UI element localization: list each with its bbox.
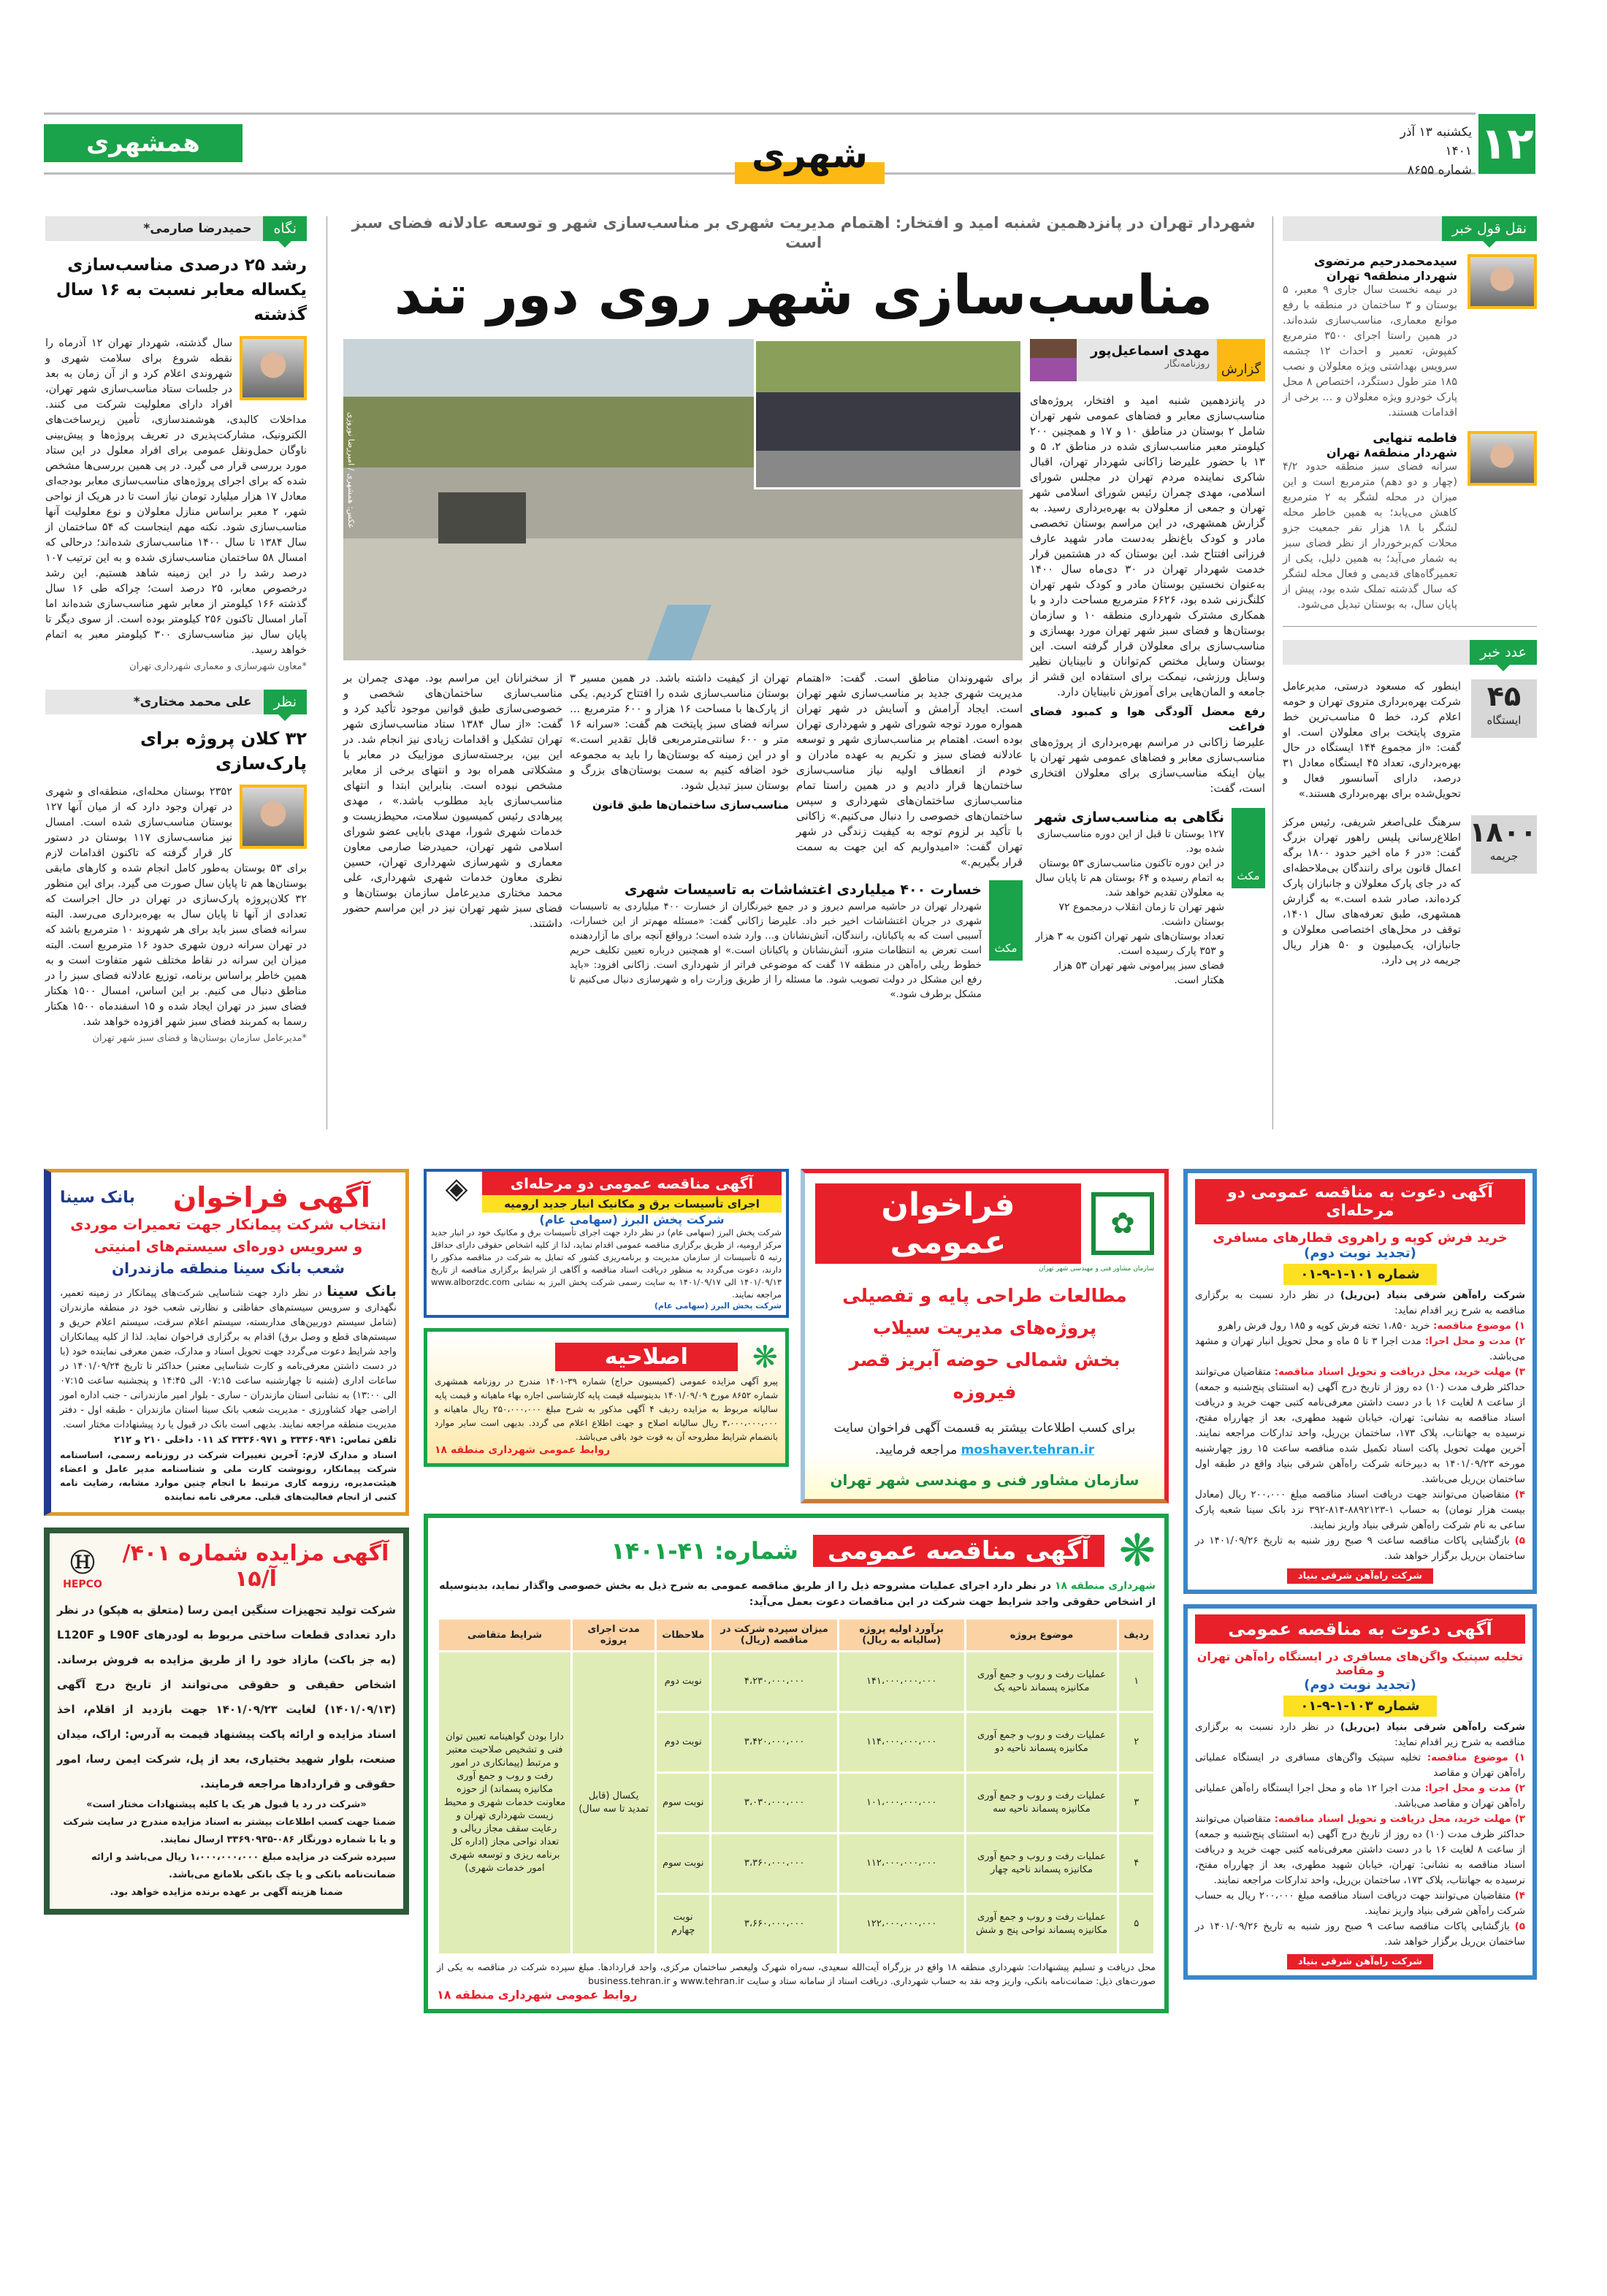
opinion-article <box>45 336 307 672</box>
avatar <box>1467 431 1537 486</box>
ad-cost: ضمنا هزینه آگهی بر عهده برنده مزایده خواهد بود. <box>110 1887 343 1898</box>
ad-item-value: مدت اجرا ۳ تا ۵ ماه و محل تحویل انبار تهران و مشهد می‌باشد. <box>1195 1335 1525 1362</box>
hepco-auction-ad <box>44 1528 409 1915</box>
sidebar-box <box>1030 808 1265 988</box>
number-value: ۴۵ <box>1486 680 1522 712</box>
ad-headline: پروژه‌های مدیریت سیلاب <box>872 1317 1097 1338</box>
ad-item-value: متقاضیان می‌توانند جهت دریافت اسناد مناقصه مبلغ ۲۰۰،۰۰۰ ریال به حساب شرکت راه‌آهن شرقی بنیاد واریز نمایند. <box>1195 1890 1525 1917</box>
table-cell: عملیات رفت و روب و جمع آوری مکانیزه پسماند ناحیه سه <box>966 1774 1118 1832</box>
ad-docs: اسناد و مدارک لازم: آخرین تغییرات شرکت در روزنامه رسمی، اساسنامه شرکت پیمانکار، رونوشت کارت ملی و شناسنامه مدیر عامل و اعضاء هیئت‌مدیره، رزومه کاری مرتبط با انجام چنین موارد مشابه، رضایت نامه کتبی از انجام فعالیت‌های قبلی. معرفی نامه نماینده <box>60 1449 397 1502</box>
article-text: در پانزدهمین شنبه امید و افتخار، پروژه‌های مناسب‌سازی معابر و فضاهای عمومی شهر تهران شامل ۲ بوستان در مناطق ۱۰ و ۱۷ و همچنین ۲۰۰ کیلومتر معبر مناسب‌سازی شده در مناطق ۲، ۵ و ۱۳ با حضور علیرضا زاکانی شهردار تهران، اقبال شاکری نماینده مردم تهران در مجلس شورای اسلامی، مهدی چمران رئیس شورای اسلامی شهر تهران و جمعی از معلولان به بهره‌برداری رسید. به گزارش همشهری، در این مراسم بوستان تخصصی مادر و کودک باغ‌نظر به‌دست مادر شهید عارف فرزانی افتتاح شد. این بوستان که در هشتمین قرار خدمت شهردار تهران در ۳۰ دی‌ماه سال ۱۴۰۰ به‌عنوان نخستین بوستان مادر و کودک شهر تهران کلنگ‌زنی شده بود، ۶۶۲۶ مترمربع مساحت دارد و با همکاری مشترک شهرداری منطقه ۱۰ و سازمان بوستان‌ها و فضای سبز شهر تهران مورد بهسازی و مناسب‌سازی برای معلولان قرار گرفته است. این بوستان وسایل مختص کم‌توانان و نابینایان نظیر وسایل ورزشی، نیمکت برای استفاده این قشر از جامعه و المان‌هایی برای آموزش نابینایان دارد. <box>1030 394 1265 698</box>
avatar <box>240 336 307 400</box>
ad-item-value: بازگشایی پاکات مناقصه ساعت ۹ صبح روز شنبه به تاریخ ۱۴۰۱/۰۹/۲۶ در ساختمان بن‌ریل برگزار خواهد شد. <box>1195 1921 1525 1948</box>
district18-tender-ad <box>424 1514 1169 2013</box>
ad-title: آگهی دعوت به مناقصه عمومی <box>1195 1614 1525 1644</box>
ad-item-key: ۴) <box>1514 1489 1525 1500</box>
opinion-text: سال گذشته، شهردار تهران ۱۲ آذرماه را نقطه شروع برای سلامت شهری و شهروندی اعلام کرد و از آن زمان به بعد در جلسات ستاد مناسب‌سازی شهر تهران، افراد دارای معلولیت شرکت می کنند. مداخلات کالبدی، هوشمندسازی، تأمین زیرساخت‌های الکترونیک، مشارکت‌پذیری در تعریف پروژه‌ها و پیش‌بینی ناوگان حمل‌ونقل عمومی برای افراد معلول در این ستاد مورد بررسی قرار می گیرد. در پی همین بررسی‌ها مشخص شده که برای اجرای پروژه‌های مناسب‌سازی معابر بودجه‌ای معادل ۱۷ هزار میلیارد تومان نیاز است تا در هریک از نواحی شهر، ۲ معبر براساس منازل معلولان و نوع معلولیت آنها مناسب‌سازی شود. نکته مهم اینجاست که ۵۴ ساختمان از سال ۱۳۸۴ تا سال ۱۴۰۰ مناسب‌سازی شده‌اند؛ درحالی که امسال ۵۸ ساختمان مناسب‌سازی شده و به این ترتیب ۱۰۷ درصد رشد را در این زمینه شاهد هستیم. این رشد درخصوص معابر، ۲۵ درصد است؛ چراکه طی ۱۶ سال گذشته ۱۶۶ کیلومتر از معابر شهر مناسب‌سازی شده‌اند اما آمار امسال تاکنون ۲۵۶ کیلومتر بوده است. از سوی دیگر تا پایان سال نیز مناسب‌سازی ۳۰۰ کیلومتر معبر به اتمام خواهد رسید. <box>45 337 308 656</box>
report-role: روزنامه‌نگار <box>1164 359 1210 370</box>
ad-info: برای کسب اطلاعات بیشتر به قسمت آگهی فراخوان سایت <box>833 1421 1136 1435</box>
alborz-tender-ad <box>424 1169 789 1318</box>
tehran-municipality-logo-icon: ❋ <box>752 1339 778 1375</box>
rail-tender-ad-2 <box>1183 1604 1537 1980</box>
ad-item-key: ۳) مهلت خرید، محل دریافت و تحویل اسناد مناقصه: <box>1274 1813 1525 1825</box>
ad-title: اصلاحیه <box>555 1343 738 1371</box>
sidebar-line: شهردار تهران در حاشیه مراسم دیروز و در جمع خبرنگاران از خسارت ۴۰۰ میلیاردی به تاسیسات شهری در جریان اغتشاشات اخیر خبر داد. علیرضا زاکانی گفت: «مسئله مهم‌تر از این خسارات، آسیبی است که به پاکبانان، رانندگان، آتش‌نشانان و... وارد شده است؛ درواقع آنچه برای ما آزاردهنده است تعرض به انتظامات مترو، آتش‌نشانان و پاکبانان است.» او همچنین درباره تعیین تکلیف حریم خطوط ریلی راه‌آهن در منطقه ۱۷ گفت که موضوعی فراتر از شهرداری است. زاکانی افزود: «باید رفع این مشکل در دولت تصویب شود. ما مسئله را از طریق وزارت راه و شهرسازی دنبال می‌کنیم تا مشکل برطرف شود.» <box>570 901 982 1000</box>
column-header: ردیف <box>1119 1620 1153 1650</box>
table-cell: ۳،۳۶۰،۰۰۰،۰۰۰ <box>711 1834 836 1893</box>
sidebar-line: تعداد بوستان‌های شهر تهران اکنون به ۳ هزار و ۳۵۳ پارک رسیده است. <box>1035 931 1224 957</box>
quote-text: در نیمه نخست سال جاری ۹ معبر، ۵ بوستان و ۳ ساختمان در منطقه با رفع موانع معماری، مناسب‌سازی شده‌اند. در همین راستا اجرای ۳۵۰۰ مترمربع کفپوش، تعمیر و احداث ۱۲ چشمه سرویس بهداشتی ویژه معلولان و نصب ۱۸۵ متر طول دستگرد، اختصاص ۸ محل پارک خودرو ویژه معلولان و ... برخی از اقدامات هستند. <box>1283 284 1458 419</box>
opinion-title: ۳۲ کلان پروژه برای پارک‌سازی <box>140 728 307 774</box>
report-column-4: از سخنرانان این مراسم بود. مهدی چمران بر مناسب‌سازی ساختمان‌های شخصی و خصوصی‌سازی طبق قوانین موجود تأکید کرد و گفت: «از سال ۱۳۸۴ ستاد مناسب‌سازی شهر تهران تشکیل و اقدامات زیادی نیز انجام شد. در این بین، برجسته‌سازی موزاییک در معابر با مشکلاتی همراه بود و انتهای برخی از معابر مشخص نبوده است. بنابراین ابتدا و انتهای مناسب‌سازی باید مطلوب باشد.» ، مهدی پیرهادی رئیس کمیسیون سلامت، محیط‌زیست و خدمات شهری شورا، مهدی بابایی عضو شورای اسلامی شهر تهران، حمیدرضا صارمی معاون معماری و شهرسازی شهرداری تهران، حسین نظری معاون خدمات شهری شهرداری، علی محمد مختاری مدیرعامل سازمان بوستان‌ها و فضای سبز شهر تهران نیز در این مراسم حضور داشتند. <box>343 671 562 930</box>
ad-text: پیرو آگهی مزایده عمومی (کمیسیون حراج) شماره ۳۹-۱۴۰۱ مندرج در روزنامه همشهری شماره ۸۶۵۲ مورخ ۱۴۰۱/۰۹/۰۹ بدینوسیله قیمت پایه کارشناسی اجاره بهاء ماهیانه و قیمت پایه سالیانه مربوط به مزایده ردیف ۴ آگهی مذکور به شرح مبلغ ۲۵۰،۰۰۰،۰۰۰ ریال ماهیانه و ۳،۰۰۰،۰۰۰،۰۰۰ ریال سالیانه اصلاح و جهت اطلاع اعلام می گردد. بدیهی است سایر موارد بانضمام شرایط مطروحه آن به قوت خود باقی می‌باشد. <box>435 1376 779 1442</box>
article-subheading: رفع معضل آلودگی هوا و کمبود فضای فراغت <box>1030 705 1265 733</box>
opinion-footnote: *معاون شهرسازی و معماری شهرداری تهران <box>129 661 307 672</box>
ad-subject: تخلیه سپتیک واگن‌های مسافری در ایستگاه راه‌آهن تهران و مقاصد <box>1196 1649 1524 1677</box>
ad-subtitle: و سرویس دوره‌ای سیستم‌های امنیتی <box>93 1237 363 1255</box>
table-cell: نوبت سوم <box>657 1774 709 1832</box>
moshaver-link[interactable]: moshaver.tehran.ir <box>961 1443 1095 1457</box>
opinion-footnote: *مدیرعامل سازمان بوستان‌ها و فضای سبز شهر تهران <box>92 1033 307 1044</box>
ad-item-key: ۱) موضوع مناقصه: <box>1432 1320 1525 1332</box>
avatar <box>1467 254 1537 309</box>
ad-number: شماره ۱۰۱-۱-۹-۰۱ <box>1283 1264 1437 1285</box>
table-cell: دارا بودن گواهینامه تعیین توان فنی و تشخیص صلاحیت معتبر و مرتبط (پیمانکاری در امور رفت و روب و جمع آوری مکانیزه پسماند) از حوزه معاونت خدمات شهری و محیط زیست شهرداری تهران و رعایت سقف مجاز ریالی و تعداد نواحی مجاز (اداره کل برنامه ریزی و توسعه شهری امور خدمات شهری) <box>439 1652 570 1953</box>
issue-info <box>1373 123 1472 180</box>
opinion-label: نگاه <box>263 216 307 241</box>
table-cell: ۵ <box>1119 1895 1153 1953</box>
ad-footer: شرکت راه‌آهن شرقی بنیاد <box>1287 1954 1433 1969</box>
sidebar-line: شهر تهران تا زمان انقلاب درمجموع ۷۲ بوستان داشت. <box>1058 901 1224 928</box>
sidebar-line: ۱۲۷ بوستان تا قبل از این دوره مناسب‌سازی شده بود. <box>1037 828 1224 855</box>
report-column <box>1030 339 1265 988</box>
quote-name: فاطمه تنهایی <box>1373 431 1457 446</box>
page-number: ۱۲ <box>1478 114 1535 174</box>
table-cell: ۱۱۴،۰۰۰،۰۰۰،۰۰۰ <box>839 1713 964 1771</box>
ad-subject: خرید فرش کوپه و راهروی قطارهای مسافری <box>1213 1230 1508 1246</box>
report-column-3 <box>570 671 789 870</box>
column-header: موضوع پروژه <box>966 1620 1118 1650</box>
hepco-logo-text: HEPCO <box>63 1578 102 1590</box>
ad-note: ضمنا جهت کسب اطلاعات بیشتر به اسناد مزایده مندرج در سایت شرکت <box>63 1817 396 1828</box>
ad-notes: محل دریافت و تسلیم پیشنهادات: شهرداری منطقه ۱۸ واقع در بزرگراه آیت‌الله سعیدی، سه‌راه شهرک ولیعصر ساختمان مرکزی، واحد قراردادها. مبلغ سپرده شرکت در مناقصه به یکی از صورت‌های ذیل: ضمانت‌نامه بانکی، واریز وجه نقد به حساب شهرداری. دریافت اسناد از سامانه ستاد و سایت www.tehran.ir و business.tehran.ir <box>437 1961 1156 1986</box>
ad-item-value: خرید ۱،۸۵۰ تخته فرش کوپه و ۱۸۵ رول فرش راهرو <box>1218 1320 1430 1332</box>
subtitle: شهردار تهران در پانزدهمین شنبه امید و افتخار: اهتمام مدیریت شهری بر مناسب‌سازی شهر و توسعه عادلانه فضای سبز است <box>351 214 1256 251</box>
ad-item-value: تخلیه سپتیک واگن‌های مسافری در ایستگاه عملیاتی راه‌آهن تهران و مقاصد <box>1195 1752 1525 1779</box>
number-item <box>1283 679 1537 802</box>
ad-item-value: مدت اجرا ۱۲ ماه و محل اجرا ایستگاه راه‌آهن عملیاتی راه‌آهن تهران و مقاصد می‌باشد. <box>1195 1782 1525 1809</box>
quote-item <box>1283 431 1537 613</box>
moshaver-call-ad <box>801 1169 1169 1503</box>
ad-subtitle: شعب بانک سینا منطقه مازندران <box>112 1259 345 1277</box>
left-column <box>45 216 307 1044</box>
column-header: میزان سپرده شرکت در مناقصه (ریال) <box>711 1620 836 1650</box>
table-cell: ۳،۰۳۰،۰۰۰،۰۰۰ <box>711 1774 836 1832</box>
quote-list <box>1283 254 1537 613</box>
ad-title: فراخوان عمومی <box>815 1183 1081 1264</box>
opinion-label: نظر <box>264 690 307 714</box>
ad-text: در نظر دارد جهت شناسایی شرکت‌های پیمانکار در زمینه تعمیر، نگهداری و سرویس سیستم‌های حفاظتی و نظارتی شعب خود در منطقه مازندران (شامل سیستم دوربین‌های مداربسته، سیستم اعلام سرقت، سیستم اعلام حریق و سیستم‌های قطع و وصل برق) اقدام به برگزاری فراخوان نماید. لذا از کلیه پیمانکاران واجد شرایط دعوت می‌گردد جهت تحویل اسناد و مدارک، ضمن معرفی نماینده خود (با در دست داشتن معرفی‌نامه و کارت شناسایی معتبر) حداکثر تا تاریخ ۱۴۰۱/۰۹/۲۴ در ساعات اداری (شنبه تا چهارشنبه ساعت ۰۷:۱۵ الی ۱۴:۴۵ و پنجشنبه ساعت ۰۷:۱۵ الی ۱۳:۰۰) به نشانی استان مازندران - ساری - بلوار امیر مازندرانی - جنب اداره امور اراضی جهاد کشاورزی - مدیریت شعب بانک سینا استان مازندران - طبقه اول - دفتر مدیریت منطقه مراجعه نمایند. بدیهی است بانک در قبول یا رد پیشنهادات مختار است. <box>60 1288 397 1430</box>
sidebar-line: در این دوره تاکنون مناسب‌سازی ۵۳ بوستان به اتمام رسیده و ۶۴ بوستان هم تا پایان سال به معلولان تقدیم خواهد شد. <box>1035 858 1224 899</box>
ad-title: آگهی مناقصه عمومی دو مرحله‌ای <box>482 1172 782 1195</box>
quote-role: شهردار منطقه۸ تهران <box>1327 446 1457 459</box>
ad-footer: روابط عمومی شهرداری منطقه ۱۸ <box>437 1988 638 2002</box>
ad-company: بانک سینا <box>327 1282 397 1300</box>
ad-item-value: بازگشایی پاکات مناقصه ساعت ۹ صبح روز شنبه به تاریخ ۱۴۰۱/۰۹/۲۶ در ساختمان بن‌ریل برگزار خواهد شد. <box>1195 1535 1525 1562</box>
table-cell: نوبت دوم <box>657 1652 709 1711</box>
numbers-header <box>1283 640 1537 665</box>
middle-ads <box>424 1169 1169 2013</box>
ad-number: شماره ۱۰۳-۱-۹-۰۱ <box>1283 1696 1437 1717</box>
sidebar-label: مکث <box>989 880 1023 961</box>
right-column <box>1283 216 1537 969</box>
ad-headline: بخش شمالی حوضه آبریز قصر فیروزه <box>849 1349 1121 1403</box>
article-subheading: مناسب‌سازی ساختمان‌ها طبق قانون <box>592 798 789 812</box>
table-cell: عملیات رفت و روب و جمع آوری مکانیزه پسماند ناحیه چهار <box>966 1834 1118 1893</box>
headline: مناسب‌سازی شهر روی دور تند <box>394 264 1213 327</box>
ad-renew: (تجدید نوبت دوم) <box>1304 1246 1416 1261</box>
ad-intro: در نظر دارد نسبت به برگزاری مناقصه به شرح زیر اقدام نماید: <box>1195 1721 1525 1748</box>
ad-item-value: متقاضیان می‌توانند جهت دریافت اسناد مناقصه مبلغ ۲۰۰،۰۰۰ ریال (معادل بیست هزار تومان) به حساب ۱-۸۸۹۲۱۲۳-۸۱۴-۳۹۲ نزد بانک سینا شعبه پارک ساعی به نام شرکت راه‌آهن شرقی بنیاد واریز نمایند. <box>1195 1489 1525 1531</box>
ad-title: آگهی فراخوان <box>172 1181 370 1213</box>
ad-org: سازمان مشاور فنی و مهندسی شهر تهران <box>830 1471 1140 1489</box>
ad-item-key: ۲) مدت و محل اجرا: <box>1424 1782 1526 1794</box>
number-box <box>1471 815 1537 874</box>
moshaver-logo-icon: ✿ <box>1091 1192 1154 1255</box>
table-cell: عملیات رفت و روب و جمع آوری مکانیزه پسماند ناحیه دو <box>966 1713 1118 1771</box>
report-label: گزارش <box>1217 339 1265 381</box>
ad-text: شرکت تولید تجهیزات سنگین ایمن رسا (متعلق به هپکو) در نظر دارد تعدادی قطعات ساختی مربوط به لودرهای L90F و L120F (به جز باکت) مازاد خود را از طریق مزایده به فروش برساند. اشخاص حقیقی و حقوقی می‌توانند از تاریخ درج آگهی (۱۴۰۱/۰۹/۱۳) لغایت ۱۴۰۱/۰۹/۲۳ جهت بازدید از اقلام، اخذ اسناد مزایده و ارائه پاکت پیشنهاد قیمت به آدرس: اراک، میدان صنعت، بلوار شهید بختیاری، بعد از پل، شرکت ایمن رسا، امور حقوقی و قراردادها مراجعه فرمایند. <box>57 1603 396 1790</box>
section-label: شهری <box>751 134 869 176</box>
section-title <box>735 133 885 184</box>
table-cell: نوبت سوم <box>657 1834 709 1893</box>
ad-item-value: متقاضیان می‌توانند حداکثر ظرف مدت (۱۰) ده روز از تاریخ درج آگهی (به استثنای پنج‌شنبه و جمعه) از ساعت ۸ لغایت ۱۶ با در دست داشتن معرفی‌نامه کتبی جهت خرید و دریافت اسناد مناقصه به نشانی: تهران، خیابان شهید مطهری، بعد از چهارراه مفتح، نرسیده به جهانتاب، پلاک ۱۷۳، ساختمان بن‌ریل، واحد تدارکات مراجعه نمایند. آخرین مهلت تحویل پاکت اسناد تکمیل شده مناقصه ساعت ۱۵ روز چهارشنبه مورخه ۱۴۰۱/۰۹/۲۳ به دبیرخانه شرکت راه‌آهن شرقی بنیاد واقع در طبقه اول ساختمان بن‌ریل می‌باشد. <box>1195 1366 1526 1485</box>
table-cell: ۱۱۲،۰۰۰،۰۰۰،۰۰۰ <box>839 1834 964 1893</box>
quote-role: شهردار منطقه۹ تهران <box>1327 269 1457 283</box>
ad-item-key: ۴) <box>1514 1890 1525 1902</box>
column-header: برآورد اولیه پروژه (سالیانه به ریال) <box>839 1620 964 1650</box>
table-cell: ۳،۴۲۰،۰۰۰،۰۰۰ <box>711 1713 836 1771</box>
table-row <box>439 1652 1153 1711</box>
opinion-header <box>45 216 307 241</box>
table-cell: نوبت دوم <box>657 1713 709 1771</box>
table-cell: ۱۴۱،۰۰۰،۰۰۰،۰۰۰ <box>839 1652 964 1711</box>
hepco-logo: Ⓗ HEPCO <box>63 1548 102 1590</box>
issue-date: یکشنبه ۱۳ آذر ۱۴۰۱ <box>1400 125 1472 159</box>
sidebar-line: فضای سبز پیرامونی شهر تهران ۵۳ هزار هکتار است. <box>1053 960 1224 986</box>
sidebar-label: مکث <box>1232 808 1265 888</box>
tender-table <box>437 1617 1156 1956</box>
opinion-author: حمیدرضا صارمی* <box>143 221 252 236</box>
article-text: علیرضا زاکانی در مراسم بهره‌برداری از پروژه‌های مناسب‌سازی معابر و فضاهای عمومی شهر تهران با بیان اینکه مناسب‌سازی برای معلولان افتخاری است، گفت: <box>1030 736 1265 795</box>
number-list <box>1283 679 1537 969</box>
table-cell: ۱۲۲،۰۰۰،۰۰۰،۰۰۰ <box>839 1895 964 1953</box>
ad-intro: در نظر دارد اجرای عملیات مشروحه ذیل را از طریق مناقصه عمومی به شرح ذیل به بخش خصوصی واگذار نماید، بدینوسیله از اشخاص حقوقی واجد شرایط جهت شرکت در این مناقصات دعوت بعمل می‌آید: <box>439 1580 1156 1608</box>
quote-text: سرانه فضای سبز منطقه حدود ۴/۲ (چهار و دو دهم) مترمربع است و این میزان در محله لشگر به ۲ مترمربع کاهش می‌یابد؛ به همین خاطر محله لشگر با ۱۸ هزار نفر جمعیت جزو محلات کم‌برخوردار از نظر فضای سبز به شمار می‌آید؛ به همین دلیل، یکی از تعمیرگاه‌های قدیمی و فعال محله لشگر که سال گذشته تملک شده بود، پیش از پایان سال، به بوستان تبدیل می‌شود. <box>1283 461 1457 611</box>
alborz-logo-icon: ◈ <box>445 1172 468 1205</box>
newspaper-logo: همشهری <box>44 124 243 162</box>
table-cell: عملیات رفت و روب و جمع آوری مکانیزه پسماند ناحیه یک <box>966 1652 1118 1711</box>
quote-item <box>1283 254 1537 421</box>
bank-sina-ad <box>44 1169 409 1516</box>
table-cell: ۲ <box>1119 1713 1153 1771</box>
table-cell: ۳ <box>1119 1774 1153 1832</box>
sidebar-box <box>570 880 1023 1002</box>
ad-item-value: متقاضیان می‌توانند حداکثر ظرف مدت (۱۰) ده روز از تاریخ درج آگهی (به استثنای پنج‌شنبه و جمعه) از ساعت ۸ لغایت ۱۶ با در دست داشتن معرفی‌نامه کتبی جهت خرید و دریافت اسناد مناقصه به نشانی: تهران، خیابان شهید مطهری، بعد از چهارراه مفتح، نرسیده به جهانتاب، پلاک ۱۷۳، ساختمان بن‌ریل، واحد تدارکات مراجعه نمایند. <box>1195 1813 1526 1886</box>
column-header: شرایط متقاضی <box>439 1620 570 1650</box>
ad-headline: مطالعات طراحی پایه و تفصیلی <box>842 1285 1127 1306</box>
ad-info-end: مراجعه فرمایید. <box>874 1443 958 1457</box>
bank-logo: بانک سینا <box>60 1188 135 1207</box>
opinion-author: علی محمد مختاری* <box>133 695 252 709</box>
number-unit: ایستگاه <box>1486 714 1522 727</box>
rail-ads-column <box>1183 1169 1537 1980</box>
ad-title: آگهی مزایده شماره ۴۰۱/آ/۱۵ <box>122 1541 389 1592</box>
table-cell: ۴ <box>1119 1834 1153 1893</box>
table-cell: ۱ <box>1119 1652 1153 1711</box>
ad-org: شهرداری منطقه ۱۸ <box>1054 1580 1156 1592</box>
photo-caption: عکس: همشهری / امیررضا نوروزی <box>346 412 356 529</box>
ad-phone: تلفن تماس: ۳۳۳۶۰۹۴۱ و ۳۳۳۶۰۹۷۱ کد ۰۱۱ داخلی ۲۱۰ و ۲۱۲ <box>114 1435 397 1446</box>
table-cell: ۴،۲۳۰،۰۰۰،۰۰۰ <box>711 1652 836 1711</box>
ad-company: شرکت راه‌آهن شرقی بنیاد (بن‌ریل) <box>1340 1289 1526 1301</box>
numbers-label: عدد خبر <box>1470 640 1537 665</box>
opinion-article <box>45 785 307 1044</box>
table-cell: یکسال (قابل تمدید تا سه سال) <box>573 1652 654 1953</box>
opinion-header <box>45 690 307 714</box>
avatar <box>240 785 307 849</box>
column-header: مدت اجرای پروژه <box>573 1620 654 1650</box>
number-value: ۱۸۰۰ <box>1469 816 1537 848</box>
logo-caption: سازمان مشاور فنی و مهندسی شهر تهران <box>1039 1265 1154 1273</box>
issue-number: شماره ۸۶۵۵ <box>1407 163 1472 178</box>
article-text: تهران از کیفیت داشته باشد. در همین مسیر ۳ بوستان مناسب‌سازی شده را افتتاح کردیم. یکی از پارک‌ها با مساحت ۱۶ هزار و ۶۰۰ مترمربع ... سرانه فضای سبز پایتخت هم گفت: «سرانه ۱۶ متر و ۶۰۰ سانتی‌مترمربعی قابل تقدیر است.» او در این زمینه که بوستان‌ها را باید به مجموعه خود اضافه کنیم به سمت بوستان‌های بزرگ و بوستان سبز تبدیل شود. <box>570 671 789 792</box>
quote-name: سیدمحمدرحیم مرتضوی <box>1313 254 1457 269</box>
tehran-municipality-logo-icon: ❋ <box>1118 1525 1156 1576</box>
ad-subtitle: اجرای تأسیسات برق و مکانیک انبار جدید ارومیه <box>482 1195 782 1213</box>
table-cell: نوبت چهارم <box>657 1895 709 1953</box>
column-header: ملاحظات <box>657 1620 709 1650</box>
number-text: اینطور که مسعود درستی، مدیرعامل شرکت بهره‌برداری متروی تهران و حومه اعلام کرد، خط ۵ مناسب‌ترین خط متروی پایتخت برای معلولان است. او گفت: «از مجموع ۱۴۴ ایستگاه در حال بهره‌برداری، تعداد ۴۵ ایستگاه معادل ۳۱ درصد، دارای آسانسور فعال و تحویل‌شده برای بهره‌برداری هستند.» <box>1283 681 1461 800</box>
ad-title: آگهی مناقصه عمومی <box>813 1535 1104 1567</box>
report-author: مهدی اسماعیل‌پور <box>1090 343 1210 359</box>
report-column-1 <box>1030 393 1265 796</box>
left-ads-column <box>44 1169 409 1915</box>
main-lower-right <box>570 671 1023 1002</box>
ad-company: شرکت راه‌آهن شرقی بنیاد (بن‌ریل) <box>1340 1721 1526 1733</box>
table-cell: عملیات رفت و روب و جمع آوری مکانیزه پسماند نواحی پنج و شش <box>966 1895 1118 1953</box>
sidebar-title: نگاهی به مناسب‌سازی شهر <box>1035 809 1224 825</box>
ad-footer: روابط عمومی شهرداری منطقه ۱۸ <box>435 1444 611 1456</box>
number-unit: جریمه <box>1489 850 1519 863</box>
quotes-label: نقل قول خبر <box>1442 216 1537 241</box>
report-byline <box>1030 339 1265 381</box>
ad-number: شماره: ۴۱-۱۴۰۱ <box>611 1537 798 1565</box>
ad-company: شرکت پخش البرز (سهامی عام) <box>539 1213 725 1227</box>
ad-note: «شرکت در رد یا قبول هر یک یا کلیه پیشنهادات مختار است» <box>86 1799 367 1810</box>
correction-ad <box>424 1328 789 1467</box>
table-cell: ۱۰۱،۰۰۰،۰۰۰،۰۰۰ <box>839 1774 964 1832</box>
ad-renew: (تجدید نوبت دوم) <box>1304 1677 1416 1693</box>
sidebar-title: خسارت ۴۰۰ میلیاردی اغتشاشات به تاسیسات شهری <box>625 882 982 898</box>
ad-phone: و یا با شماره دورنگار ۰۸۶-۳۳۶۹۰۹۳۵ ارسال نمایند. <box>160 1834 396 1845</box>
number-box <box>1471 679 1537 738</box>
ad-item-key: ۵) <box>1514 1535 1526 1546</box>
table-cell: ۳،۶۶۰،۰۰۰،۰۰۰ <box>711 1895 836 1953</box>
ad-text: شرکت پخش البرز (سهامی عام) در نظر دارد جهت اجرای تأسیسات برق و مکانیک خود در انبار جدید مرکز ارومیه، از طریق برگزاری مناقصه عمومی اقدام نماید، لذا از کلیه اشخاص حقوقی دارای حداقل رتبه ۵ تأسیسات از سازمان مدیریت و برنامه‌ریزی کشور که تمایل به شرکت در مناقصه مذکور را دارند، دعوت می‌گردد به منظور دریافت اسناد مناقصه و آگاهی از شرایط برگزاری مناقصه از تاریخ ۱۴۰۱/۰۹/۱۳ الی ۱۴۰۱/۰۹/۱۷ به سایت رسمی شرکت پخش البرز به نشانی www.alborzdc.com مراجعه نمایند. <box>431 1227 782 1300</box>
inset-photo <box>754 339 1023 489</box>
ad-deposit: سپرده شرکت در مزایده مبلغ ۱،۰۰۰،۰۰۰،۰۰۰ ریال می‌باشد و ارائه ضمانت‌نامه بانکی و یا چک بانکی بلامانع می‌باشد. <box>91 1852 396 1880</box>
ad-item-key: ۲) مدت و محل اجرا: <box>1424 1335 1525 1347</box>
ad-footer: شرکت پخش البرز (سهامی عام) <box>654 1301 782 1311</box>
author-photo <box>1030 339 1077 381</box>
number-text: سرهنگ علی‌اصغر شریفی، رئیس مرکز اطلاع‌رسانی پلیس راهور تهران بزرگ گفت: «در ۶ ماه اخیر حدود ۱۸۰۰ برگه اعمال قانون برای رانندگان بی‌ملاحظه‌ای که در جای پارک معلولان و جانبازان پارک کرده‌اند، صادر شده است.» به گزارش همشهری، طبق تعرفه‌های سال ۱۴۰۱، توقف در محل‌های اختصاصی معلولان و جانبازان، یک‌میلیون و ۵۰ هزار ریال جریمه در پی دارد. <box>1283 817 1462 966</box>
main-lower <box>343 671 1023 1002</box>
number-item <box>1283 815 1537 969</box>
ad-title: آگهی دعوت به مناقصه عمومی دو مرحله‌ای <box>1195 1179 1525 1224</box>
ad-item-key: ۱) موضوع مناقصه: <box>1427 1752 1525 1763</box>
ad-footer: شرکت راه‌آهن شرقی بنیاد <box>1287 1568 1433 1584</box>
report-column-2: برای شهروندان مناطق است. گفت: «اهتمام مدیریت شهری جدید بر مناسب‌سازی شهر تهران است. ایجاد آرامش و آسایش در شهر تهران همواره مورد توجه شورای شهر و شهرداری تهران بوده است. اهتمام بر مناسب‌سازی شهر و توسعه عادلانه فضای سبز و تکریم به عهده مادران و خودم از انعطاف اولیه نیاز مناسب‌سازی ساختمان‌ها قرار دادیم و در همین راستا تمام مناسب‌سازی ساختمان‌های شهرداری و سپس ساختمان‌های خصوصی را دنبال می‌کنیم.» زاکانی با تأکید بر لزوم توجه به کیفیت زندگی در شهر تهران گفت: «امیدواریم که این جهت به سمت قرار بگیریم.» <box>796 671 1023 869</box>
ad-item-key: ۳) مهلت خرید، محل دریافت و تحویل اسناد مناقصه: <box>1274 1366 1525 1378</box>
main-photo <box>343 339 1023 660</box>
ad-subtitle: انتخاب شرکت پیمانکار جهت تعمیرات موردی <box>70 1216 386 1233</box>
ad-item-key: ۵) <box>1514 1921 1526 1932</box>
rail-tender-ad-1 <box>1183 1169 1537 1594</box>
opinion-text: ۲۳۵۲ بوستان محله‌ای، منطقه‌ای و شهری در تهران وجود دارد که از میان آنها ۱۲۷ بوستان مناسب‌سازی شده است. امسال نیز مناسب‌سازی ۱۱۷ بوستان در دستور کار قرار گرفته که تاکنون اقدامات لازم برای ۵۳ بوستان به‌طور کامل انجام شده و کارهای مابقی بوستان‌ها هم تا پایان سال صورت می گیرد. برای این منظور ۳۲ کلان‌پروژه پارک‌سازی در تهران در حال اجراست که تعدادی از آنها تا پایان سال به بهره‌برداری می‌رسد. البته سرانه فضای سبز باید برای هر شهروند ۱۰ مترمربع باشد که در تهران سرانه درون شهری حدود ۱۶ مترمربع است. البته میزان این سرانه در نقاط مختلف شهر متفاوت است و به همین خاطر براساس برنامه، توزیع عادلانه فضای سبز را در مناطق دنبال می کنیم. بر این اساس، امسال ۱۵۰۰ هکتار فضای سبز در تهران ایجاد شده و ۱۵ اسفندماه ۱۵۰۰ هکتار رسما به کمربند فضای سبز شهر افزوده خواهد شد. <box>45 786 308 1028</box>
opinion-title: رشد ۲۵ درصدی مناسب‌سازی یکساله معابر نسبت به ۱۶ سال گذشته <box>56 256 307 324</box>
ad-intro: در نظر دارد نسبت به برگزاری مناقصه به شرح زیر اقدام نماید: <box>1195 1289 1525 1316</box>
quotes-header <box>1283 216 1537 241</box>
